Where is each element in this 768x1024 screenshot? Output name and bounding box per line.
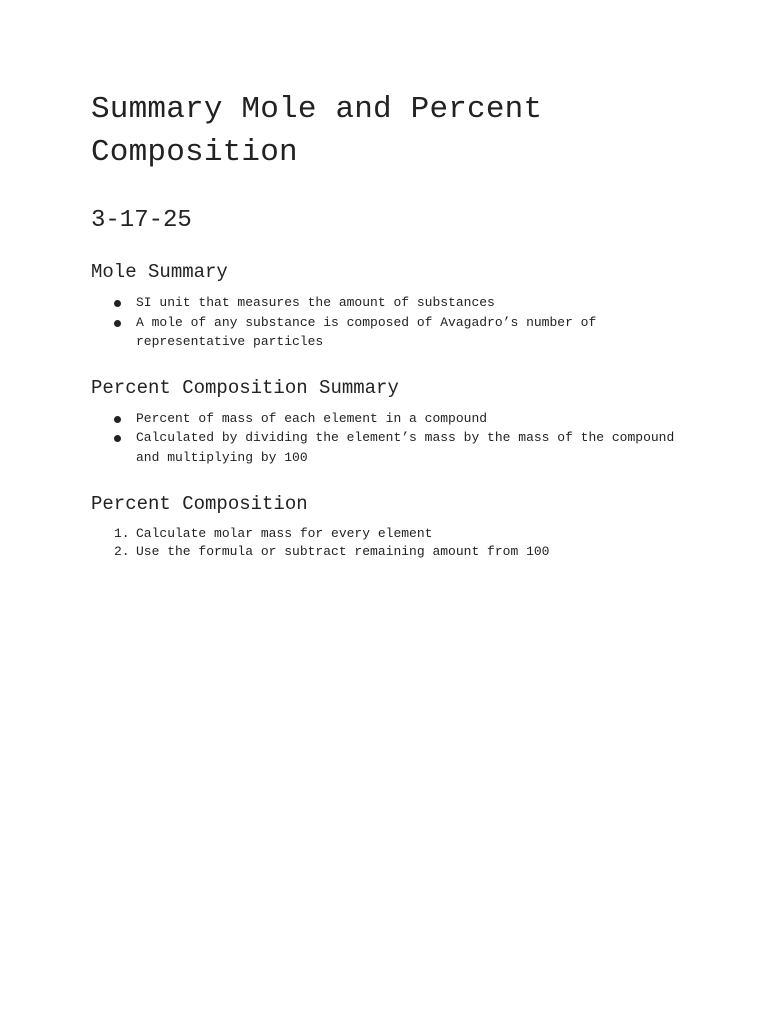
list-item <box>91 543 691 561</box>
list-item-text: Percent of mass of each element in a compound <box>136 410 488 426</box>
section-percent-composition-summary <box>91 376 691 468</box>
bullet-list <box>91 409 691 468</box>
section-heading: Mole Summary <box>91 261 228 283</box>
section-mole-summary <box>91 260 691 352</box>
list-item-number: 2. <box>114 544 130 559</box>
document-page <box>91 88 691 561</box>
list-item <box>91 409 691 429</box>
bullet-list <box>91 293 691 352</box>
section-heading: Percent Composition Summary <box>91 376 399 399</box>
list-item <box>91 428 691 467</box>
list-item-number: 1. <box>114 526 130 541</box>
list-item-text: SI unit that measures the amount of substances <box>136 295 495 310</box>
bullet-icon <box>114 300 121 307</box>
list-item <box>91 293 691 313</box>
list-item-text: Calculate molar mass for every element <box>136 526 433 541</box>
bullet-icon <box>114 435 121 442</box>
section-heading: Percent Composition <box>91 493 308 515</box>
list-item-text: Use the formula or subtract remaining amount from 100 <box>136 544 550 559</box>
numbered-list <box>91 525 691 561</box>
section-percent-composition <box>91 492 691 561</box>
document-title: Summary Mole and Percent Composition <box>91 92 543 170</box>
bullet-icon <box>114 320 121 327</box>
document-date: 3-17-25 <box>91 207 192 234</box>
list-item-text: Calculated by dividing the element’s mass by the mass of the compound and multiplying by 100 <box>136 430 675 465</box>
list-item <box>91 313 691 352</box>
bullet-icon <box>114 416 121 423</box>
list-item-text: A mole of any substance is composed of Avagadro’s number of representative particles <box>136 314 597 349</box>
list-item <box>91 525 691 543</box>
